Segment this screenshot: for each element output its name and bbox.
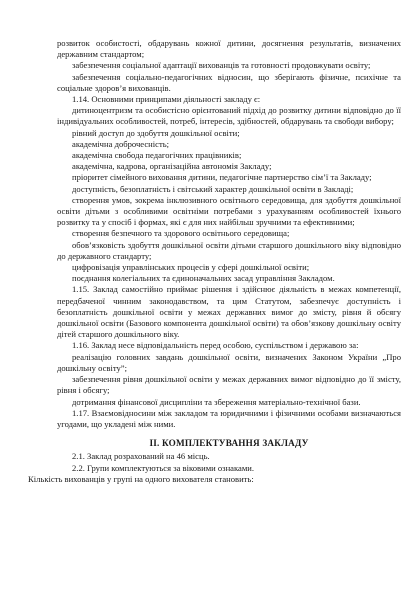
paragraph-financial-discipline: дотримання фінансової дисципліни та збереження матеріально-технічної бази.: [72, 396, 361, 407]
paragraph-1-15: 1.15. Заклад самостійно приймає рішення і здійснює діяльність в межах компетенції, передбаченої чинним законодавством, та цим Статутом, забезпечує доступність і безоплатність дошкільної освіти у межах державних вимог до змісту, рівня й обсягу дошкільної освіти (Базового компонента дошкільної освіти) та обов’язкову дошкільну освіту дітей старшого дошкільного віку.: [57, 284, 401, 340]
paragraph-development-goals: розвиток особистості, обдарувань кожної дитини, досягнення результатів, визначених державним стандартом;: [57, 38, 401, 60]
paragraph-collegial-management: поєднання колегіальних та єдиноначальних засад управління Закладом.: [72, 273, 335, 284]
paragraph-main-tasks: реалізацію головних завдань дошкільної освіти, визначених Законом України „Про дошкільну освіту”;: [57, 351, 401, 373]
paragraph-family-priority: пріоритет сімейного виховання дитини, педагогічне партнерство сім’ї та Закладу;: [72, 172, 372, 183]
paragraph-inclusive-environment: створення умов, зокрема інклюзивного освітнього середовища, для здобуття дошкільної освіти дітьми з особливими освітніми потребами з урахуванням особливостей їхнього розвитку та у спосіб і формах, які є для них найбільш зручними та ефективними;: [57, 194, 401, 228]
paragraph-accessibility: доступність, безоплатність і світський характер дошкільної освіти в Закладі;: [72, 183, 354, 194]
document-body: [28, 38, 401, 485]
paragraph-group-size: Кількість вихованців у групі на одного вихователя становить:: [28, 473, 254, 484]
section-title: ІІ. КОМПЛЕКТУВАННЯ ЗАКЛАДУ: [149, 438, 309, 449]
paragraph-child-centrism: дитиноцентризм та особистісно орієнтований підхід до розвитку дитини відповідно до її індивідуальних особливостей, потреб, інтересів, здібностей, обдарувань та свободи вибору;: [57, 105, 401, 127]
paragraph-safe-environment: створення безпечного та здорового освітнього середовища;: [72, 228, 290, 239]
paragraph-1-14-heading: 1.14. Основними принципами діяльності закладу є:: [72, 94, 261, 105]
paragraph-education-level: забезпечення рівня дошкільної освіти у межах державних вимог відповідно до її змісту, рівня і обсягу;: [57, 374, 401, 396]
paragraph-equal-access: рівний доступ до здобуття дошкільної освіти;: [72, 127, 240, 138]
paragraph-2-1: 2.1. Заклад розрахований на 46 місць.: [72, 451, 210, 462]
paragraph-digitalization: цифровізація управлінських процесів у сфері дошкільної освіти;: [72, 262, 310, 273]
paragraph-1-16: 1.16. Заклад несе відповідальність перед особою, суспільством і державою за:: [72, 340, 359, 351]
paragraph-mandatory-education: обов’язковість здобуття дошкільної освіти дітьми старшого дошкільного віку відповідно до державного стандарту;: [57, 239, 401, 261]
paragraph-social-adaptation: забезпечення соціальної адаптації вихованців та готовності продовжувати освіту;: [72, 60, 371, 71]
paragraph-socio-pedagogical: забезпечення соціально-педагогічних відносин, що зберігають фізичне, психічне та соціальне здоров’я вихованців.: [57, 71, 401, 93]
paragraph-academic-freedom: академічна свобода педагогічних працівників;: [72, 150, 242, 161]
paragraph-2-2: 2.2. Групи комплектуються за віковими ознаками.: [72, 462, 255, 473]
paragraph-autonomy: академічна, кадрова, організаційна автономія Закладу;: [72, 161, 272, 172]
paragraph-1-17: 1.17. Взаємовідносини між закладом та юридичними і фізичними особами визначаються угодами, що укладені між ними.: [57, 407, 401, 429]
paragraph-academic-integrity: академічна доброчесність;: [72, 138, 170, 149]
